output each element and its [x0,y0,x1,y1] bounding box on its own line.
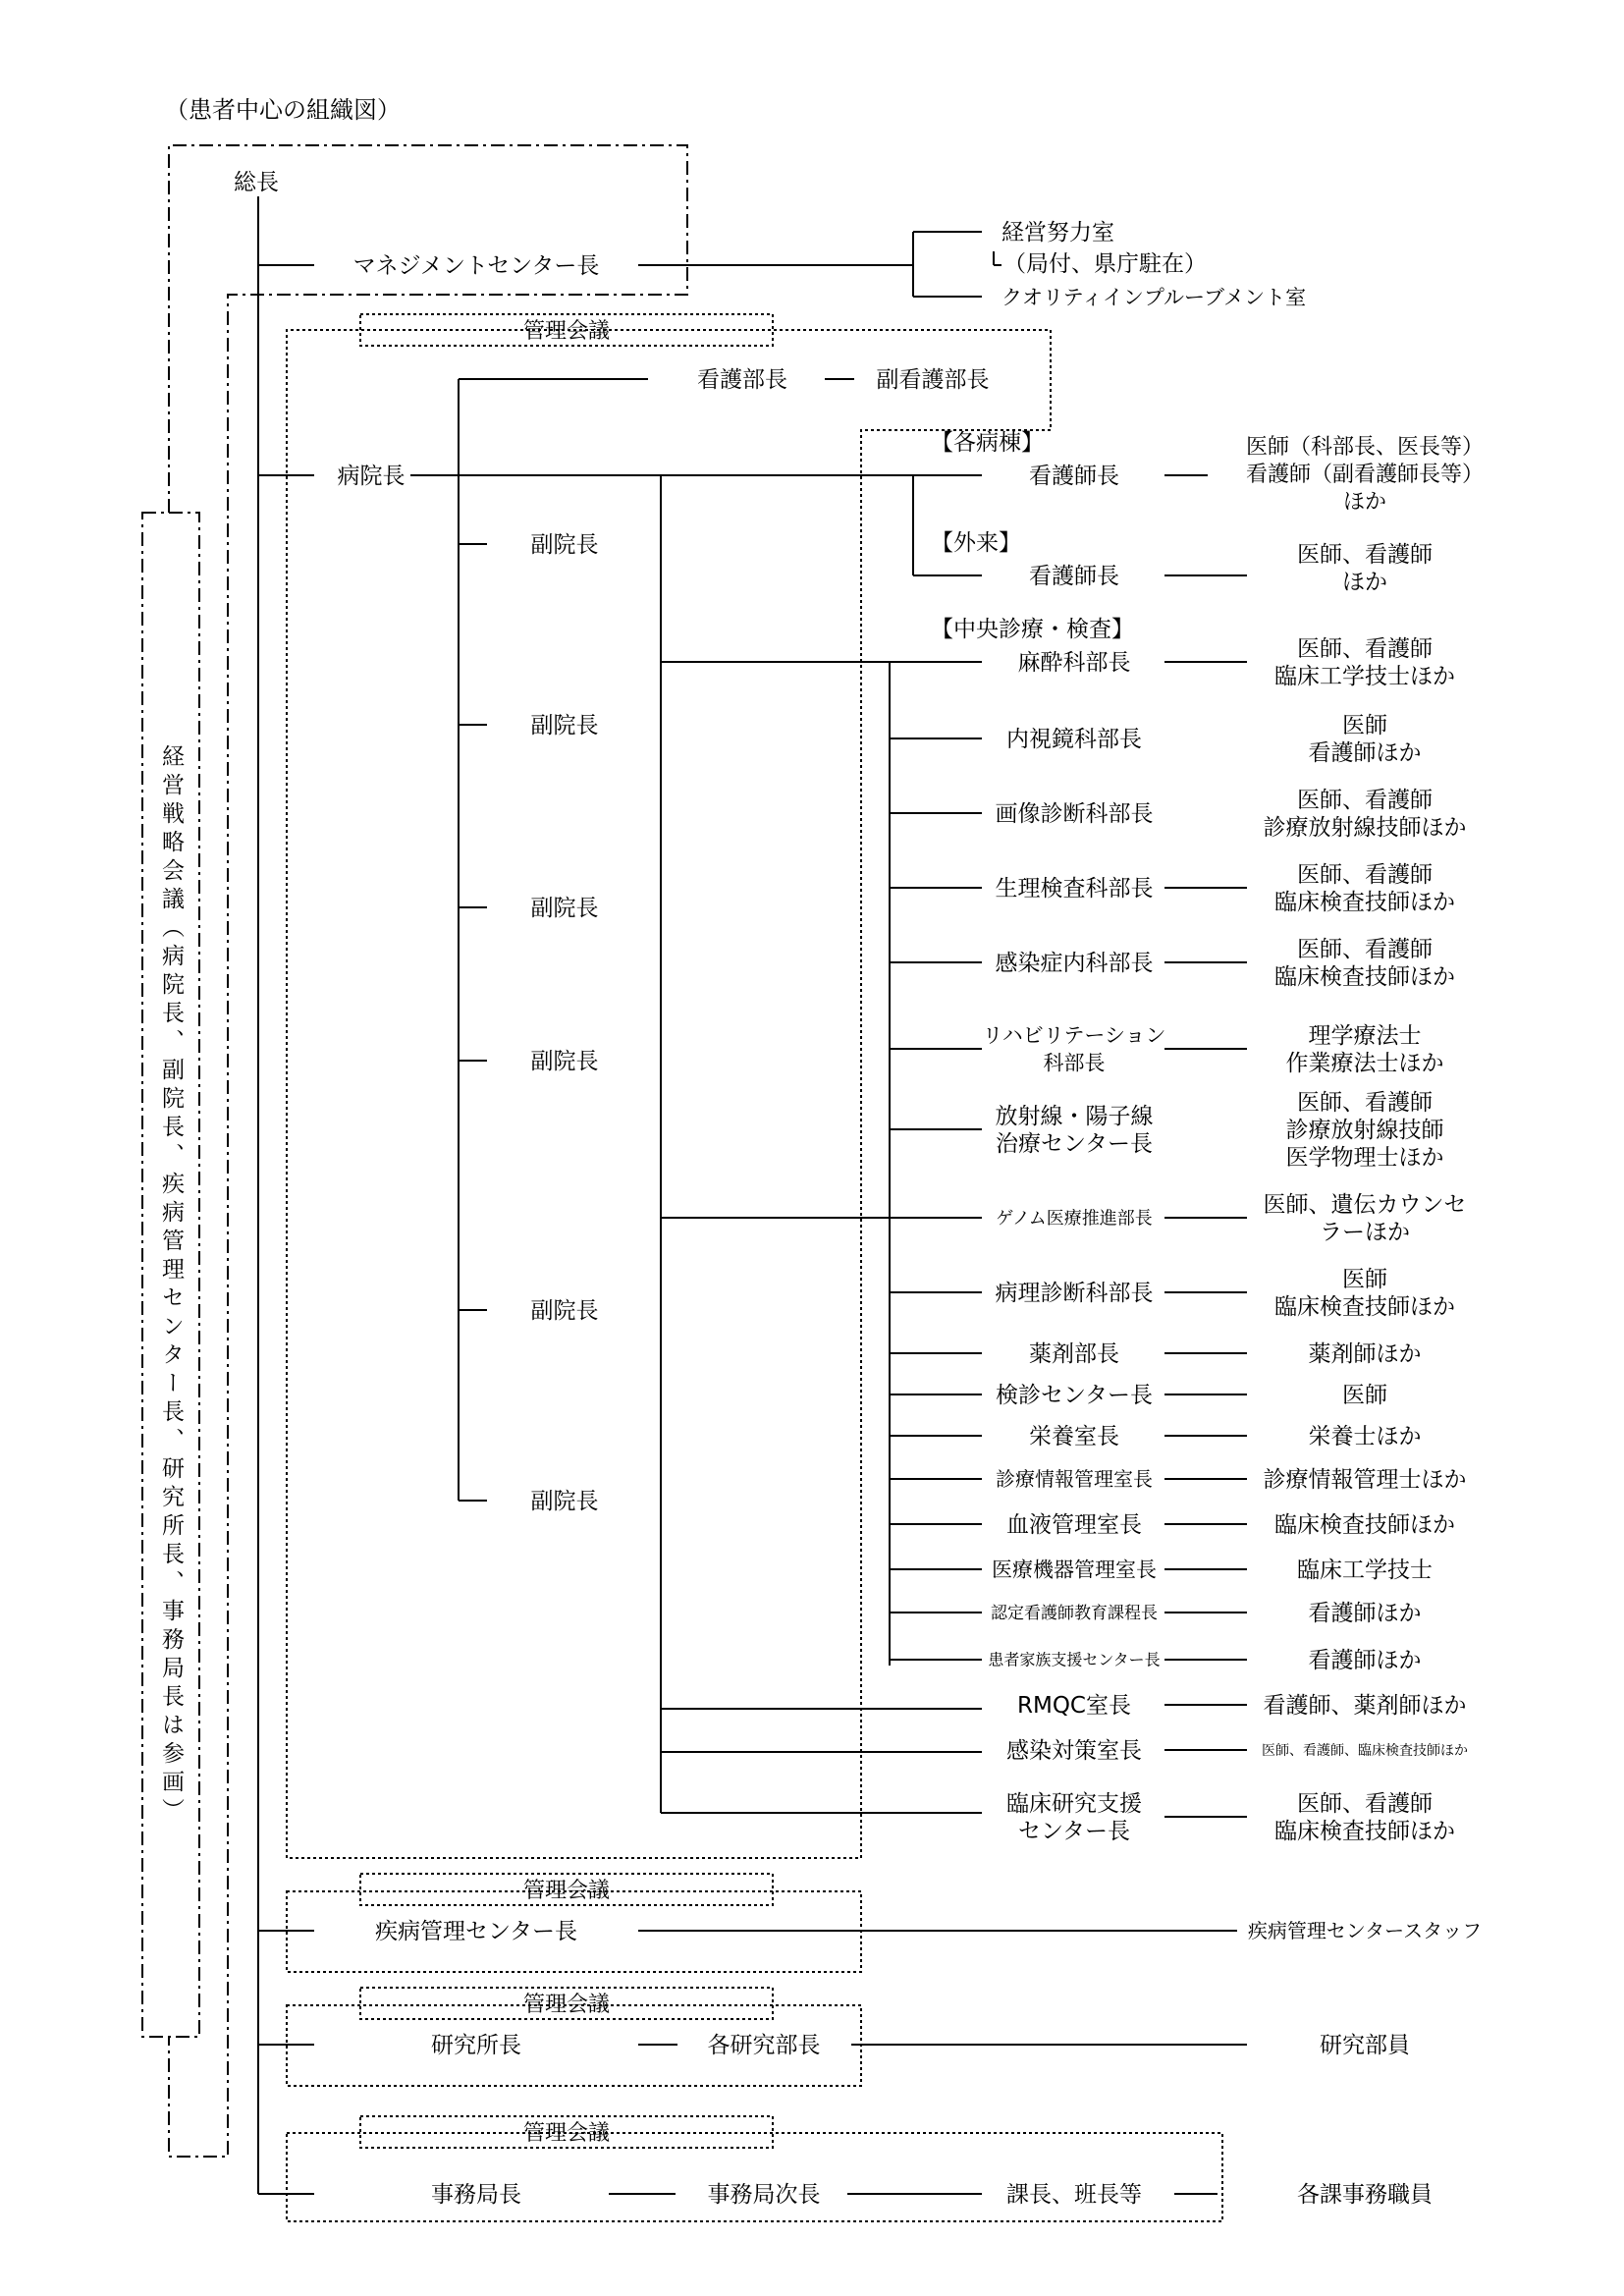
vice-director: 副院長 [530,532,599,558]
department-head: 臨床研究支援 [1006,1791,1142,1818]
strategy-meeting-frame [142,145,687,2157]
admin-head: 事務局長 [431,2182,521,2208]
department-head: 放射線・陽子線 [995,1104,1154,1130]
department-staff: 臨床工学技士 [1297,1558,1433,1584]
disease-center-head: 疾病管理センター長 [374,1919,578,1944]
disease-center-staff: 疾病管理センタースタッフ [1247,1919,1483,1942]
department-staff: 栄養士ほか [1308,1424,1422,1450]
department-head: 治療センター長 [995,1131,1154,1158]
department-staff: 診療情報管理士ほか [1263,1467,1467,1494]
department-staff: 臨床検査技師ほか [1274,1512,1455,1539]
department-head: 科部長 [1043,1051,1106,1075]
department-staff: 医師、遺伝カウンセ [1263,1192,1467,1219]
bracket-mark [994,251,1001,265]
department-head: RMQC室長 [1017,1693,1131,1720]
department-list [982,636,1468,1844]
department-staff: 看護師ほか [1308,740,1422,767]
management-meeting-label: 管理会議 [522,319,611,344]
department-head: ゲノム医療推進部長 [996,1208,1153,1230]
outpatient-staff: 医師、看護師 [1297,542,1433,568]
admin-deputy: 事務局次長 [707,2182,821,2208]
department-head: 病理診断科部長 [995,1281,1154,1307]
department-staff: 作業療法士ほか [1285,1051,1444,1077]
vice-director: 副院長 [530,1298,599,1324]
department-staff: 医師、看護師 [1297,1090,1433,1117]
connector-lines [258,196,1247,2194]
department-head: 医療機器管理室長 [992,1558,1157,1582]
department-staff: 臨床検査技師ほか [1274,1294,1455,1321]
ward-staff: 医師（科部長、医長等） [1245,435,1485,460]
department-staff: 医師、看護師 [1297,937,1433,963]
deputy-nursing-director: 副看護部長 [876,367,990,393]
department-staff: 医師、看護師 [1297,636,1433,663]
department-head: 患者家族支援センター長 [988,1650,1161,1669]
vice-director: 副院長 [530,896,599,921]
nursing-director: 看護部長 [697,367,787,393]
admin-chiefs: 課長、班長等 [1006,2182,1142,2208]
department-staff: 看護師、薬剤師ほか [1263,1693,1467,1720]
department-head: 検診センター長 [995,1383,1154,1409]
management-office-note: （局付、県庁駐在） [1003,251,1207,277]
department-staff: 臨床検査技師ほか [1274,890,1455,916]
ward-label: 【各病棟】 [931,430,1044,456]
vice-director: 副院長 [530,1489,599,1514]
department-head: 薬剤部長 [1029,1341,1119,1368]
ward-staff: ほか [1342,490,1387,515]
department-staff: 医師、看護師 [1297,862,1433,889]
outpatient-head: 看護師長 [1029,564,1119,589]
department-staff: 医師 [1342,713,1387,739]
department-head: センター長 [1017,1819,1131,1845]
department-head: 血液管理室長 [1006,1512,1142,1539]
admin-staff: 各課事務職員 [1297,2182,1433,2208]
outpatient-label: 【外来】 [931,530,1021,556]
outpatient-staff: ほか [1342,570,1387,595]
management-office: 経営努力室 [1001,220,1114,246]
department-staff: 医師、看護師、臨床検査技師ほか [1262,1742,1468,1759]
department-head: 認定看護師教育課程長 [991,1603,1158,1623]
president: 総長 [234,170,279,195]
department-staff: 医学物理士ほか [1285,1145,1444,1172]
quality-office: クオリティインプルーブメント室 [1001,286,1307,309]
department-head: 内視鏡科部長 [1006,727,1142,753]
department-connector-lines [890,662,1247,1817]
vice-director: 副院長 [530,713,599,738]
department-staff: 医師 [1342,1383,1387,1409]
ward-staff: 看護師（副看護師長等） [1245,463,1485,487]
central-label: 【中央診療・検査】 [931,617,1134,642]
department-staff: 看護師ほか [1308,1648,1422,1674]
vice-director: 副院長 [530,1049,599,1074]
department-staff: 臨床検査技師ほか [1274,964,1455,991]
department-head: 感染対策室長 [1006,1738,1142,1765]
department-staff: 薬剤師ほか [1308,1341,1422,1368]
department-head: リハビリテーション [982,1023,1166,1048]
department-staff: 臨床検査技師ほか [1274,1819,1455,1845]
ward-head: 看護師長 [1029,464,1119,489]
department-head: 感染症内科部長 [995,951,1154,977]
chart-caption: （患者中心の組織図） [165,96,401,124]
department-staff: 医師、看護師 [1297,1791,1433,1818]
department-head: 生理検査科部長 [995,876,1154,902]
department-staff: 診療放射線技師ほか [1263,815,1467,842]
strategy-meeting-label: 経営戦略会議（病院長、副院長、疾病管理センター長、研究所長、事務局長は参画） [158,744,184,1827]
management-center-head: マネジメントセンター長 [352,253,600,279]
management-meeting-label: 管理会議 [522,1879,611,1903]
management-meeting-label: 管理会議 [522,2121,611,2146]
department-head: 栄養室長 [1029,1424,1119,1450]
hospital-director: 病院長 [337,464,406,489]
department-staff: 医師、看護師 [1297,788,1433,814]
research-dept-heads: 各研究部長 [707,2033,821,2058]
management-meeting-label: 管理会議 [522,1993,611,2017]
department-staff: 医師 [1342,1267,1387,1293]
department-head: 診療情報管理室長 [996,1467,1153,1491]
department-staff: 理学療法士 [1308,1023,1422,1050]
research-staff: 研究部員 [1320,2033,1410,2058]
research-head: 研究所長 [431,2033,521,2058]
department-head: 画像診断科部長 [995,801,1154,828]
department-staff: 臨床工学技士ほか [1274,664,1455,690]
department-staff: 看護師ほか [1308,1601,1422,1627]
department-head: 麻酔科部長 [1017,650,1131,677]
department-staff: 診療放射線技師 [1285,1118,1444,1144]
department-staff: ラーほか [1320,1220,1410,1246]
